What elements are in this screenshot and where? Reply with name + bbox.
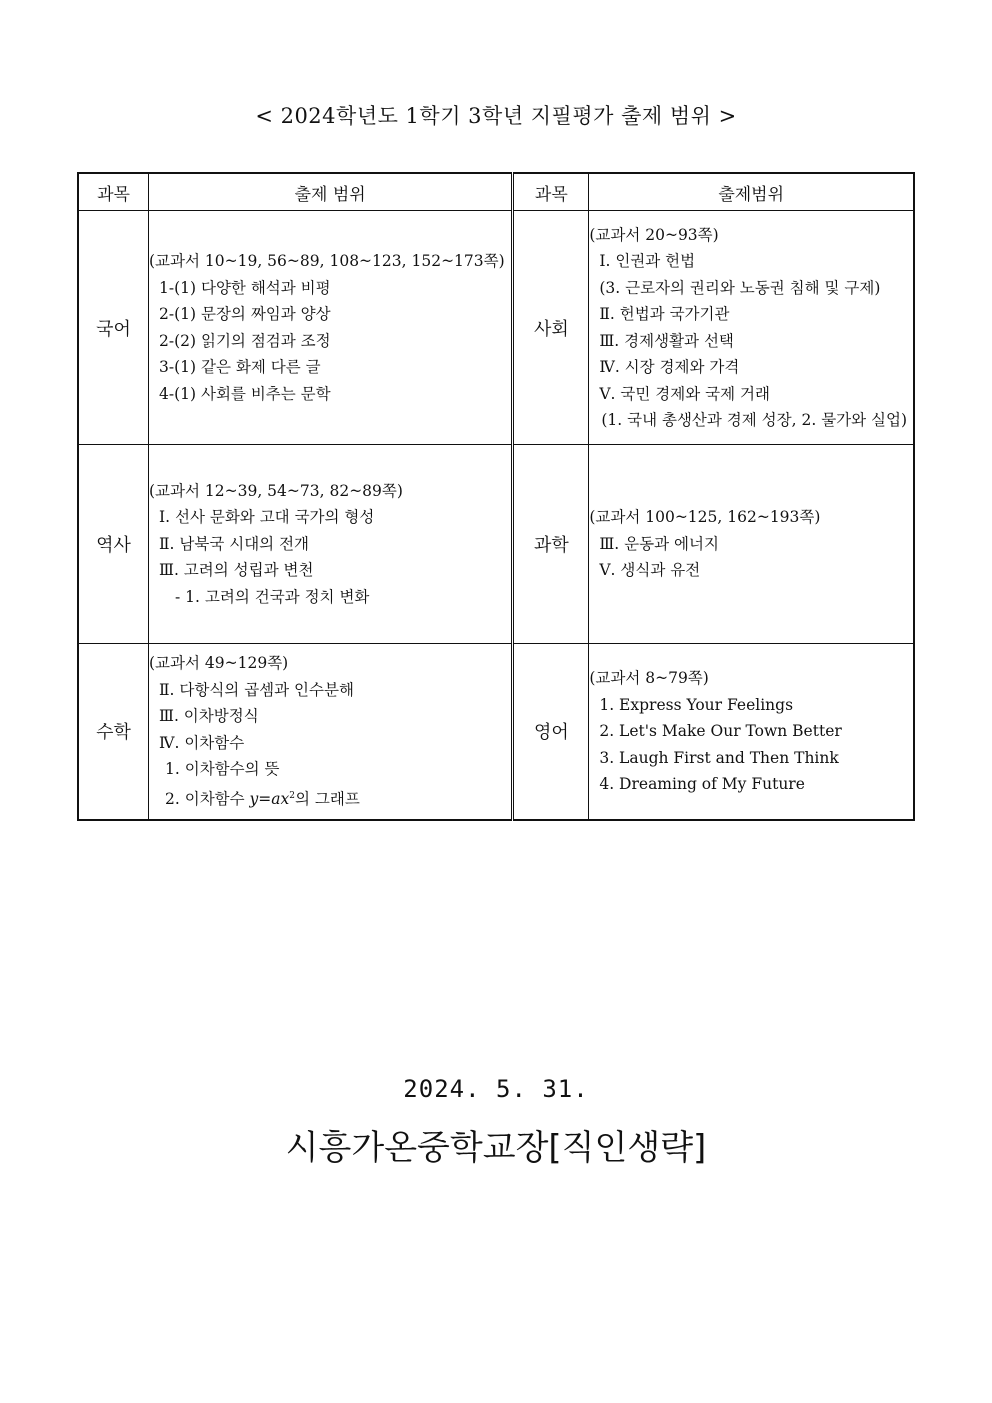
subject-korean: 국어 <box>78 211 149 445</box>
subject-english: 영어 <box>513 644 589 820</box>
exam-range-table <box>77 172 915 821</box>
range-line: 1. 이차함수의 뜻 <box>165 760 280 779</box>
table-header-row <box>78 173 914 211</box>
range-science <box>589 445 914 644</box>
subject-science: 과학 <box>513 445 589 644</box>
graph-exponent: 2 <box>289 790 296 801</box>
range-line: Ⅳ. 시장 경제와 가격 <box>599 358 740 376</box>
range-history <box>149 445 513 644</box>
range-line: 4-(1) 사회를 비추는 문학 <box>159 384 331 403</box>
range-line: Ⅱ. 다항식의 곱셈과 인수분해 <box>159 680 354 699</box>
range-line: 3-(1) 같은 화제 다른 글 <box>159 358 321 376</box>
table-row <box>78 211 914 445</box>
range-line: Ⅰ. 선사 문화와 고대 국가의 형성 <box>159 508 375 527</box>
header-range-right: 출제범위 <box>589 173 914 211</box>
range-line: Ⅰ. 인권과 헌법 <box>599 252 696 270</box>
range-line: - 1. 고려의 건국과 정치 변화 <box>175 587 370 606</box>
range-line: Ⅱ. 헌법과 국가기관 <box>599 305 730 323</box>
range-line: 2. Let's Make Our Town Better <box>599 722 842 740</box>
range-korean <box>149 211 513 445</box>
range-line: Ⅲ. 고려의 성립과 변천 <box>159 561 314 580</box>
graph-prefix: 2. 이차함수 <box>165 789 250 808</box>
range-line: (교과서 10~19, 56~89, 108~123, 152~173쪽) <box>149 252 505 270</box>
range-line: Ⅳ. 이차함수 <box>159 733 245 752</box>
graph-suffix: 의 그래프 <box>295 789 360 808</box>
header-range-left: 출제 범위 <box>149 173 513 211</box>
range-line: 4. Dreaming of My Future <box>599 775 805 793</box>
range-line: 3. Laugh First and Then Think <box>599 748 839 767</box>
range-social <box>589 211 914 445</box>
range-line: (교과서 8~79쪽) <box>589 669 709 687</box>
range-line: 2-(1) 문장의 짜임과 양상 <box>159 305 331 323</box>
range-line: (교과서 100~125, 162~193쪽) <box>589 508 821 527</box>
subject-history: 역사 <box>78 445 149 644</box>
range-line: Ⅴ. 국민 경제와 국제 거래 <box>599 384 770 403</box>
table-row <box>78 644 914 820</box>
range-line: 1-(1) 다양한 해석과 비평 <box>159 278 331 297</box>
subject-social: 사회 <box>513 211 589 445</box>
subject-math: 수학 <box>78 644 149 820</box>
range-line: Ⅲ. 운동과 에너지 <box>599 534 719 553</box>
principal-signature: 시흥가온중학교장[직인생략] <box>285 1128 707 1168</box>
range-line: Ⅱ. 남북국 시대의 전개 <box>159 534 310 553</box>
graph-formula: y=ax <box>249 789 290 808</box>
range-line: Ⅲ. 경제생활과 선택 <box>599 331 734 350</box>
issue-date: 2024. 5. 31. <box>403 1075 589 1103</box>
range-english <box>589 644 914 820</box>
table-row <box>78 445 914 644</box>
range-line-graph <box>149 783 511 813</box>
range-line: 2-(2) 읽기의 점검과 조정 <box>159 331 331 350</box>
range-math <box>149 644 513 820</box>
header-subject-left: 과목 <box>78 173 149 211</box>
range-line: Ⅲ. 이차방정식 <box>159 707 259 726</box>
range-line: Ⅴ. 생식과 유전 <box>599 561 701 580</box>
header-subject-right: 과목 <box>513 173 589 211</box>
range-line: (교과서 20~93쪽) <box>589 225 719 244</box>
range-line: (1. 국내 총생산과 경제 성장, 2. 물가와 실업) <box>601 411 908 429</box>
range-line: (교과서 49~129쪽) <box>149 654 289 673</box>
range-line: (3. 근로자의 권리와 노동권 침해 및 구제) <box>599 278 881 297</box>
page-title: < 2024학년도 1학기 3학년 지필평가 출제 범위 > <box>255 104 737 128</box>
range-line: (교과서 12~39, 54~73, 82~89쪽) <box>149 481 403 500</box>
range-line: 1. Express Your Feelings <box>599 695 794 714</box>
